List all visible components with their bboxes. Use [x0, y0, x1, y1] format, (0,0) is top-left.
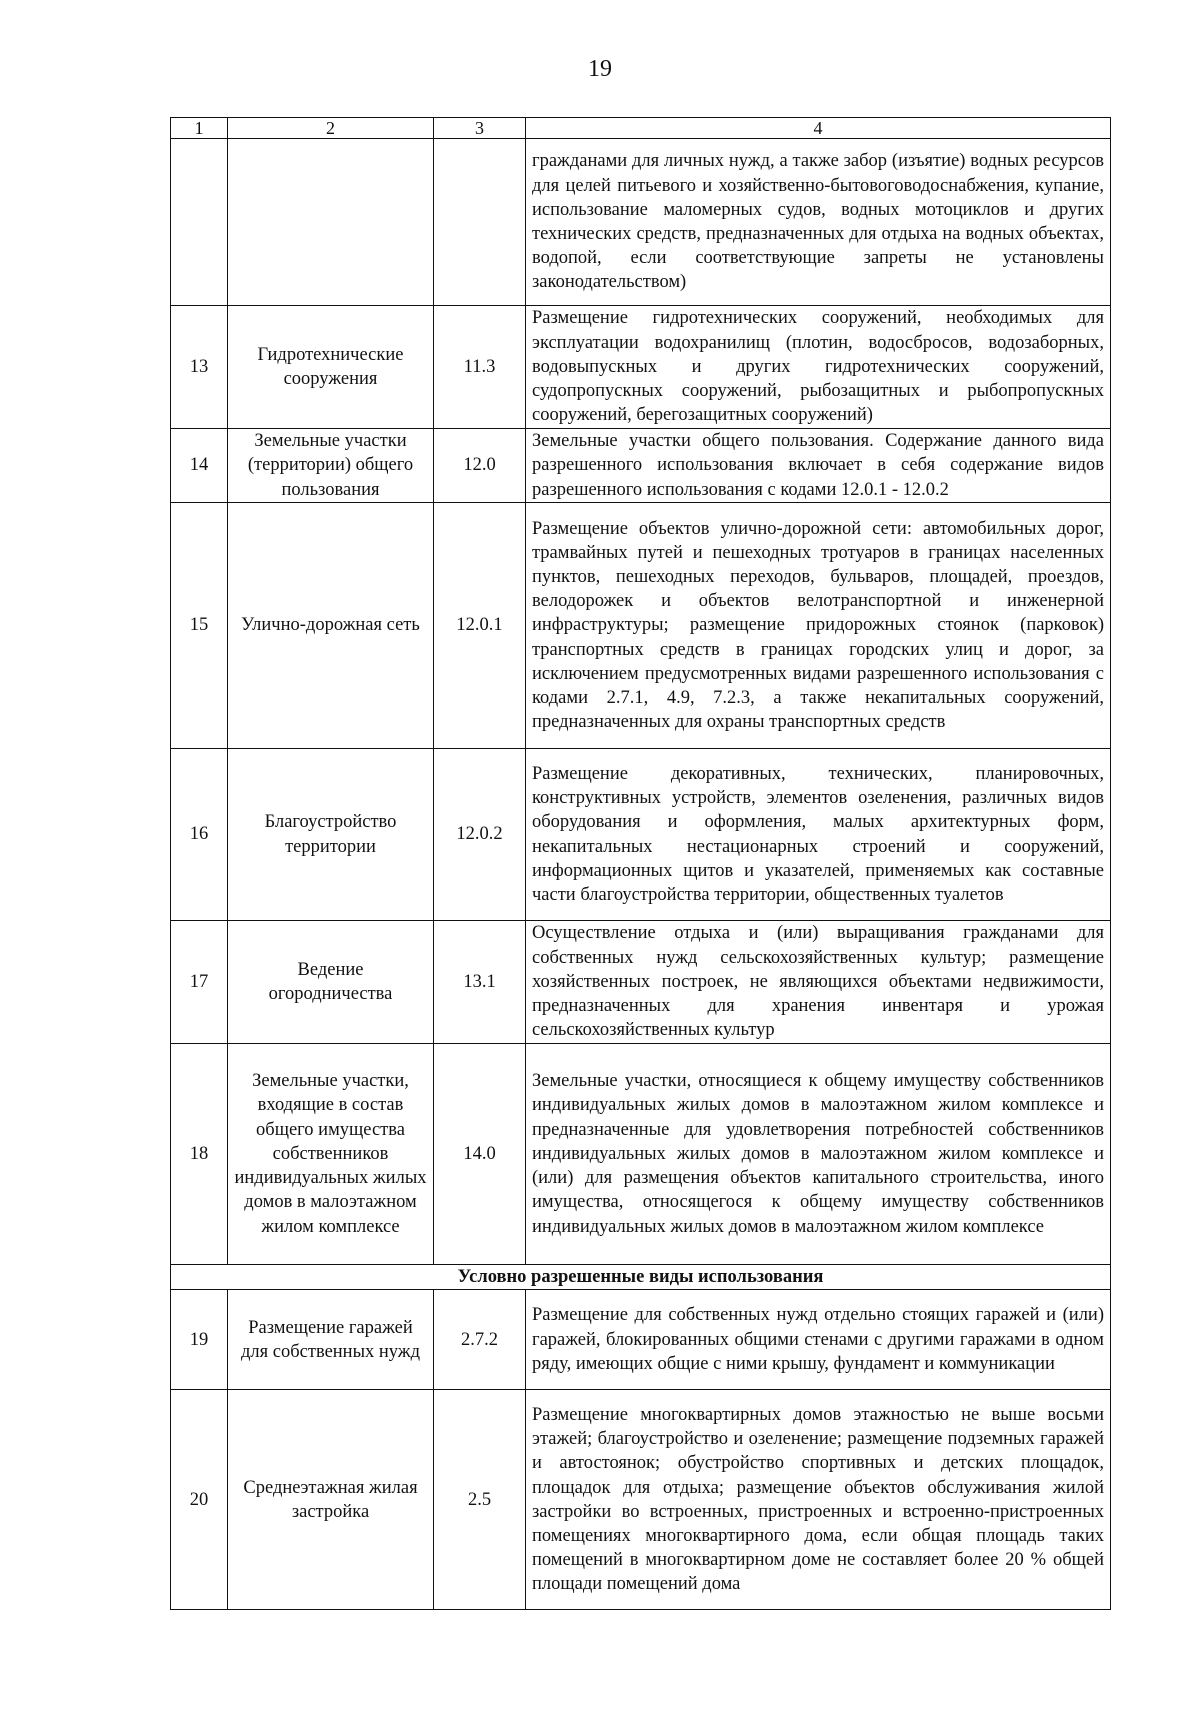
column-header: 3 [434, 118, 526, 139]
table-row [171, 1390, 1111, 1610]
use-type-code: 2.5 [434, 1390, 526, 1610]
table-row [171, 503, 1111, 749]
use-type-description: Осуществление отдыха и (или) выращивания гражданами для собственных нужд сельскохозяйственных культур; размещение хозяйственных построек, не являющихся объектами недвижимости, предназначенных для хранения инвентаря и урожая сельскохозяйственных культур [526, 921, 1111, 1044]
section-row [171, 1265, 1111, 1290]
column-header: 4 [526, 118, 1111, 139]
row-number: 18 [171, 1044, 228, 1265]
use-type-name: Земельные участки (территории) общего пользования [228, 429, 434, 503]
use-type-name: Ведение огородничества [228, 921, 434, 1044]
use-type-code: 11.3 [434, 306, 526, 429]
use-type-description: Размещение многоквартирных домов этажностью не выше восьми этажей; благоустройство и озеленение; размещение подземных гаражей и автостоянок; обустройство спортивных и детских площадок, площадок для отдыха; размещение объектов обслуживания жилой застройки во встроенных, пристроенных и встроенно-пристроенных помещениях многоквартирного дома, если общая площадь таких помещений в многоквартирном доме не составляет более 20 % общей площади помещений дома [526, 1390, 1111, 1610]
use-type-description: гражданами для личных нужд, а также забор (изъятие) водных ресурсов для целей питьевого и хозяйственно-бытовоговодоснабжения, купание, использование маломерных судов, водных мотоциклов и других технических средств, предназначенных для отдыха на водных объектах, водопой, если соответствующие запреты не установлены законодательством) [526, 139, 1111, 306]
use-type-code: 12.0.1 [434, 503, 526, 749]
use-type-name [228, 139, 434, 306]
table-row [171, 749, 1111, 921]
use-type-name: Размещение гаражей для собственных нужд [228, 1290, 434, 1390]
table-row [171, 921, 1111, 1044]
row-number: 16 [171, 749, 228, 921]
table-header-row [171, 118, 1111, 139]
use-type-description: Размещение декоративных, технических, планировочных, конструктивных устройств, элементов озеленения, различных видов оборудования и оформления, малых архитектурных форм, некапитальных нестационарных строений и сооружений, информационных щитов и указателей, применяемых как составные части благоустройства территории, общественных туалетов [526, 749, 1111, 921]
use-type-description: Размещение для собственных нужд отдельно стоящих гаражей и (или) гаражей, блокированных общими стенами с другими гаражами в одном ряду, имеющих общие с ними крышу, фундамент и коммуникации [526, 1290, 1111, 1390]
column-header: 2 [228, 118, 434, 139]
use-type-name: Земельные участки, входящие в состав общего имущества собственников индивидуальных жилых домов в малоэтажном жилом комплексе [228, 1044, 434, 1265]
use-type-name: Среднеэтажная жилая застройка [228, 1390, 434, 1610]
table-row [171, 1290, 1111, 1390]
use-type-name: Благоустройство территории [228, 749, 434, 921]
page-number: 19 [588, 56, 612, 82]
table-row [171, 306, 1111, 429]
use-type-description: Размещение гидротехнических сооружений, необходимых для эксплуатации водохранилищ (плотин, водосбросов, водозаборных, водовыпускных и других гидротехнических сооружений, судопропускных сооружений, рыбозащитных и рыбопропускных сооружений, берегозащитных сооружений) [526, 306, 1111, 429]
table-row [171, 1044, 1111, 1265]
table-row [171, 139, 1111, 306]
row-number: 15 [171, 503, 228, 749]
land-use-table [170, 117, 1111, 1610]
use-type-description: Размещение объектов улично-дорожной сети: автомобильных дорог, трамвайных путей и пешеходных тротуаров в границах населенных пунктов, пешеходных переходов, бульваров, площадей, проездов, велодорожек и объектов велотранспортной и инженерной инфраструктуры; размещение придорожных стоянок (парковок) транспортных средств в границах городских улиц и дорог, за исключением предусмотренных видами разрешенного использования с кодами 2.7.1, 4.9, 7.2.3, а также некапитальных сооружений, предназначенных для охраны транспортных средств [526, 503, 1111, 749]
row-number: 13 [171, 306, 228, 429]
row-number: 19 [171, 1290, 228, 1390]
use-type-code: 13.1 [434, 921, 526, 1044]
use-type-code [434, 139, 526, 306]
use-type-description: Земельные участки общего пользования. Содержание данного вида разрешенного использования включает в себя содержание видов разрешенного использования с кодами 12.0.1 - 12.0.2 [526, 429, 1111, 503]
use-type-code: 12.0.2 [434, 749, 526, 921]
use-type-code: 14.0 [434, 1044, 526, 1265]
table-row [171, 429, 1111, 503]
row-number: 14 [171, 429, 228, 503]
use-type-code: 2.7.2 [434, 1290, 526, 1390]
use-type-name: Гидротехнические сооружения [228, 306, 434, 429]
column-header: 1 [171, 118, 228, 139]
use-type-name: Улично-дорожная сеть [228, 503, 434, 749]
section-title: Условно разрешенные виды использования [171, 1265, 1111, 1290]
use-type-code: 12.0 [434, 429, 526, 503]
row-number [171, 139, 228, 306]
use-type-description: Земельные участки, относящиеся к общему имуществу собственников индивидуальных жилых домов в малоэтажном жилом комплексе и предназначенные для удовлетворения потребностей собственников индивидуальных жилых домов в малоэтажном жилом комплексе и (или) для размещения объектов капитального строительства, иного имущества, относящегося к общему имуществу собственников индивидуальных жилых домов в малоэтажном жилом комплексе [526, 1044, 1111, 1265]
row-number: 20 [171, 1390, 228, 1610]
row-number: 17 [171, 921, 228, 1044]
